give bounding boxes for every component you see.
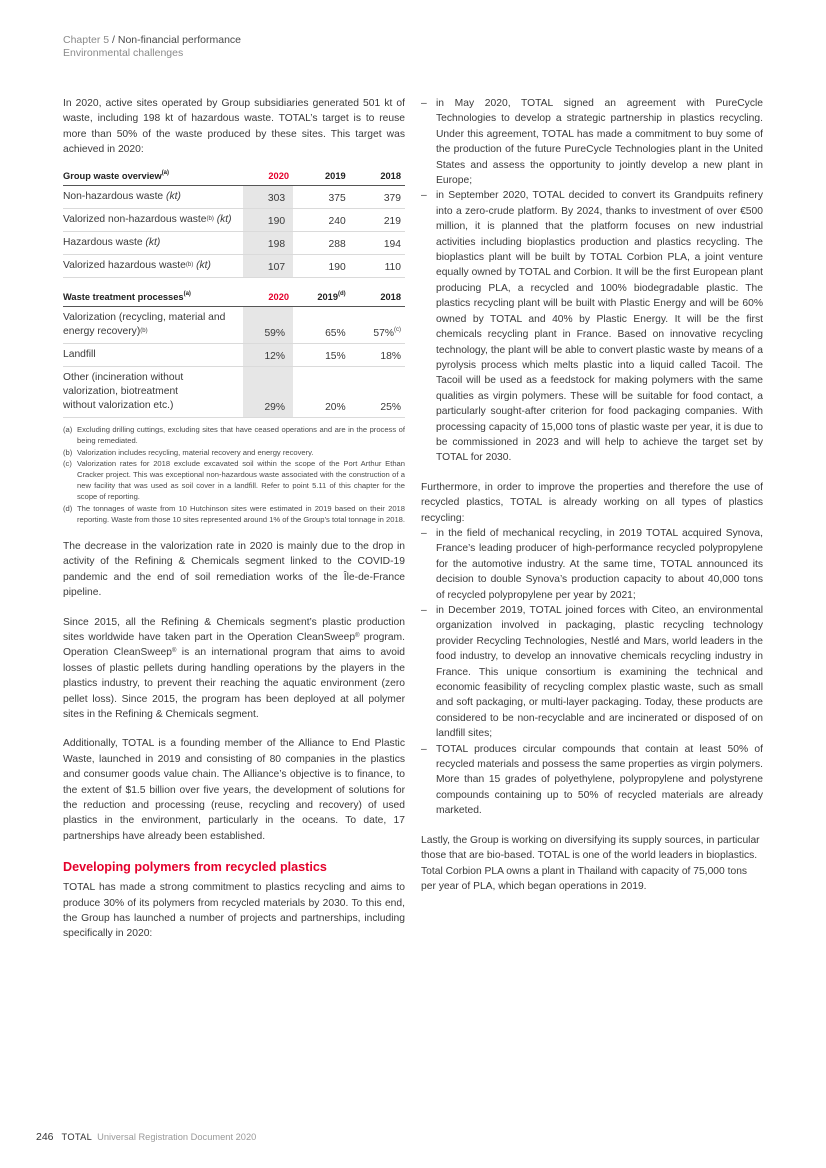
- cell-2019: 190: [293, 254, 350, 277]
- col-2018: 2018: [350, 167, 405, 186]
- cell-2018: 379: [350, 185, 405, 208]
- table-row: [63, 185, 405, 208]
- col-2020: 2020: [243, 288, 293, 307]
- brand-name: TOTAL: [61, 1132, 93, 1142]
- cell-2019: 15%: [293, 344, 350, 367]
- row-label: Valorized non-hazardous waste$^{(b)}$ (kt): [63, 208, 243, 231]
- left-column: [63, 96, 405, 942]
- paragraph-alliance: Additionally, TOTAL is a founding member of the Alliance to End Plastic Waste, launched in 2019 and consisting of 80 companies in the plastics and consumer goods value chain. The Alliance’s objective is to finance, to the extent of $1.5 billion over five years, the development of solutions for the reduction and processing (reuse, recycling and recovery) of used plastics in the environment, particularly in the oceans. To date, 17 partnerships have already been established.: [63, 738, 405, 842]
- table-row: [63, 367, 405, 418]
- page-number: 246: [36, 1131, 54, 1143]
- chapter-title: / Non-financial performance: [109, 34, 242, 46]
- waste-overview-title: Group waste overview$^{(a)}$: [63, 167, 243, 186]
- section-heading: Developing polymers from recycled plastics: [63, 860, 327, 875]
- footnote: (d) The tonnages of waste from 10 Hutchinson sites were estimated in 2019 based on their 2018 reporting. Waste from those 10 sites represented around 1% of the Group’s total tonnage in 2018.: [63, 503, 405, 524]
- footnote: (c) Valorization rates for 2018 exclude excavated soil within the scope of the Port Arthur Ethan Cracker project. This was exceptional non-hazardous waste associated with the construction of a new facility that was used as soil cover in a landfill. Refer to point 5.11 of this chapter for the scope of reporting.: [63, 458, 405, 502]
- footnote: (b) Valorization includes recycling, material recovery and energy recovery.: [63, 447, 314, 457]
- row-label: Landfill: [63, 344, 243, 367]
- section-subtitle: Environmental challenges: [63, 47, 184, 59]
- row-label: Other (incineration without valorization, biotreatment without valorization etc.): [63, 367, 243, 418]
- cell-2020: 29%: [243, 367, 293, 418]
- cell-2018: 194: [350, 231, 405, 254]
- recycling-list: [421, 526, 763, 819]
- right-column: [421, 96, 763, 894]
- cell-2018: 18%: [350, 344, 405, 367]
- list-item: – TOTAL produces circular compounds that contain at least 50% of recycled materials and possess the same properties as virgin polymers. More than 15 grades of polyethylene, polypropylene and polystyrene compounds containing up to 50% of recycled materials are already marketed.: [421, 742, 763, 819]
- table-row: [63, 208, 405, 231]
- intro-paragraph: In 2020, active sites operated by Group subsidiaries generated 501 kt of waste, including 198 kt of hazardous waste. TOTAL’s target is to reuse more than 50% of the waste produced by these sites. This target was achieved in 2020:: [63, 98, 405, 156]
- page-footer: [36, 1131, 256, 1143]
- cell-2018: 25%: [350, 367, 405, 418]
- chapter-number: Chapter 5: [63, 34, 110, 46]
- table-row: [63, 254, 405, 277]
- row-label: Hazardous waste (kt): [63, 231, 243, 254]
- paragraph-lastly: Lastly, the Group is working on diversifying its supply sources, in particular those that are bio-based. TOTAL is one of the world leaders in bioplastics. Total Corbion PLA owns a plant in Thailand with capacity of 75,000 tons per year of PLA, which began operations in 2019.: [421, 834, 760, 892]
- cell-2019: 288: [293, 231, 350, 254]
- list-item: – in September 2020, TOTAL decided to convert its Grandpuits refinery into a zero-crude platform. By 2024, thanks to investment of over €500 million, it is planned that the platform focuses on new industrial activities including bioplastics production and plastics recycling. The bioplastics plant will be built by TOTAL Corbion PLA, a joint venture equally owned by TOTAL and Corbion. It will be the first European plant producing PLA, a recycled and 100% biodegradable plastic. The plastics recycling plant will be built with Plastic Energy and will be 60% owned by TOTAL and 40% by Plastic Energy. It will be the first chemicals recycling plant in France. Based on innovative recycling technology, the plant will be able to convert plastic waste by means of a pyrolysis process which melts plastic into a liquid called Tacoil. The Tacoil will be used as a feedstock for making polymers with the same qualities as virgin polymers. These will be suitable for food contact, a particularly sought-after criterion for food packaging companies. With processing capacity of 15,000 tons of plastic waste per year, it is due to be commissioned in 2023 and will help to achieve the target set by TOTAL for 2030.: [421, 188, 763, 465]
- list-item: – in the field of mechanical recycling, in 2019 TOTAL acquired Synova, France’s leading producer of high-performance recycled polypropylene for the automotive industry. At the same time, TOTAL announced its decision to double Synova’s production capacity to about 40,000 tons of recycled polypropylene per year by 2021;: [421, 526, 763, 603]
- cell-2020: 198: [243, 231, 293, 254]
- cell-2020: 59%: [243, 307, 293, 344]
- col-2018: 2018: [350, 288, 405, 307]
- treatment-title: Waste treatment processes$^{(a)}$: [63, 288, 243, 307]
- cell-2018: 110: [350, 254, 405, 277]
- list-item: – in May 2020, TOTAL signed an agreement with PureCycle Technologies to develop a strategic partnership in plastics recycling. Under this agreement, TOTAL has made a commitment to buy some of the production of the future PureCycle Technologies plant in the United States and assess the opportunity to jointly develop a new plant in Europe;: [421, 96, 763, 188]
- paragraph-furthermore: Furthermore, in order to improve the properties and therefore the use of recycled plastics, TOTAL is already working on all types of plastics recycling:: [421, 481, 763, 524]
- row-label: Valorized hazardous waste$^{(b)}$ (kt): [63, 254, 243, 277]
- table-row: [63, 344, 405, 367]
- page-header: [63, 34, 241, 60]
- cell-2019: 240: [293, 208, 350, 231]
- cell-2018: 219: [350, 208, 405, 231]
- cell-2018: 57%$^{(c)}$: [350, 307, 405, 344]
- paragraph-commitment: TOTAL has made a strong commitment to plastics recycling and aims to produce 30% of its polymers from recycled materials by 2030. To this end, the Group has launched a number of projects and partnerships, including specifically in 2020:: [63, 882, 405, 940]
- projects-list: [421, 96, 763, 466]
- list-item: – in December 2019, TOTAL joined forces with Citeo, an environmental organization involved in packaging, plastic recycling technology provider Recycling Technologies, Nestlé and Mars, world leaders in the food industry, to develop an innovative chemicals recycling industry in France. This unique consortium is examining the technical and economic feasibility of recycling complex plastic waste, such as small and soft packaging, or multi-layer packaging. Today, these products are considered to be non-recyclable and are incinerated or disposed of on landfill sites;: [421, 603, 763, 742]
- waste-overview-header: [63, 167, 405, 186]
- col-2019: 2019: [293, 167, 350, 186]
- treatment-header: [63, 288, 405, 307]
- cell-2019: 65%: [293, 307, 350, 344]
- col-2020: 2020: [243, 167, 293, 186]
- paragraph-cleansweep: Since 2015, all the Refining & Chemicals segment’s plastic production sites worldwide have taken part in the Operation CleanSweep® program. Operation CleanSweep® is an international program that aims to avoid losses of plastic pellets during handling operations by the players in the plastics industry, to prevent their reaching the aquatic environment (zero pellet loss). Since 2015, the program has been deployed at all polymer sites in the Refining & Chemicals segment.: [63, 616, 405, 721]
- cell-2020: 107: [243, 254, 293, 277]
- row-label: Non-hazardous waste (kt): [63, 185, 243, 208]
- document-title: Universal Registration Document 2020: [97, 1132, 257, 1142]
- cell-2020: 303: [243, 185, 293, 208]
- cell-2019: 375: [293, 185, 350, 208]
- cell-2019: 20%: [293, 367, 350, 418]
- cell-2020: 190: [243, 208, 293, 231]
- cell-2020: 12%: [243, 344, 293, 367]
- table-footnotes: [63, 424, 405, 525]
- col-2019: 2019$^{(d)}$: [293, 288, 350, 307]
- table-row: [63, 307, 405, 344]
- chapter-line: [63, 34, 241, 47]
- row-label: Valorization (recycling, material and energy recovery)$^{(b)}$: [63, 307, 243, 344]
- table-row: [63, 231, 405, 254]
- waste-table: [63, 167, 405, 419]
- paragraph-decrease: The decrease in the valorization rate in 2020 is mainly due to the drop in activity of the Refining & Chemicals segment linked to the COVID-19 pandemic and the end of soil remediation works of the Île-de-France pipeline.: [63, 540, 405, 599]
- footnote: (a) Excluding drilling cuttings, excluding sites that have ceased operations and are in the process of being remediated.: [63, 425, 405, 446]
